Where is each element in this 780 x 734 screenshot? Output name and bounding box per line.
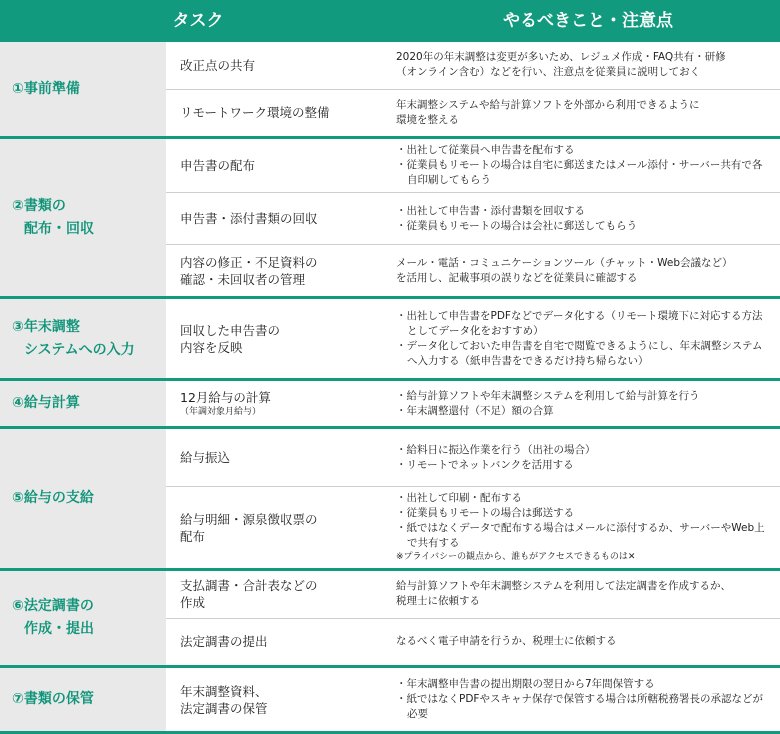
todo-line: （オンライン含む）などを行い、注意点を従業員に説明しておく — [396, 66, 701, 79]
table-row — [166, 42, 780, 90]
todo-line: 2020年の年末調整は変更が多いため、レジュメ作成・FAQ共有・研修 — [396, 51, 726, 64]
section-rows — [166, 571, 780, 665]
section-rows — [166, 139, 780, 296]
category-label — [0, 139, 166, 296]
task-line: 法定調書の保管 — [180, 700, 268, 716]
section-rows — [166, 429, 780, 568]
section — [0, 381, 780, 429]
section — [0, 139, 780, 299]
todo-cell — [396, 139, 780, 192]
task-line: 12月給与の計算 — [180, 390, 271, 405]
task-line: 給与明細・源泉徴収票の — [180, 511, 318, 527]
todo-line: メール・電話・コミュニケーションツール（チャット・Web会議など） — [396, 256, 733, 269]
section-rows — [166, 299, 780, 378]
todo-bullet: ・従業員もリモートの場合は郵送する — [396, 507, 575, 519]
todo-line: 環境を整える — [396, 113, 459, 126]
todo-bullet: ・従業員もリモートの場合は自宅に郵送またはメール添付・サーバー共有で各自印刷してもらう — [396, 159, 763, 186]
task-cell — [166, 571, 396, 618]
table-row — [166, 299, 780, 378]
task-cell — [166, 487, 396, 568]
category-line: ⑦書類の保管 — [12, 691, 94, 707]
table-row — [166, 245, 780, 296]
todo-cell — [396, 90, 780, 137]
task-cell — [166, 429, 396, 486]
task-cell — [166, 619, 396, 666]
todo-cell — [396, 381, 780, 426]
todo-line: 税理士に依頼する — [396, 595, 480, 608]
table-row — [166, 571, 780, 619]
category-line: ④給与計算 — [12, 395, 80, 411]
category-label — [0, 42, 166, 136]
todo-bullet: ・出社して申告書・添付書類を回収する — [396, 204, 585, 217]
category-line: ③年末調整 — [12, 318, 80, 335]
task-cell — [166, 139, 396, 192]
category-line: システムへの入力 — [24, 341, 135, 358]
task-line: 内容を反映 — [180, 339, 243, 355]
todo-bullet: ・リモートでネットバンクを活用する — [396, 458, 574, 471]
category-line: ①事前準備 — [12, 80, 80, 97]
task-line: 支払調書・合計表などの — [180, 578, 318, 594]
category-label — [0, 668, 166, 731]
task-line: 申告書・添付書類の回収 — [180, 211, 318, 226]
header-task: タスク — [172, 11, 224, 31]
todo-bullet: ・出社して印刷・配布する — [396, 492, 522, 504]
header-todo: やるべきこと・注意点 — [503, 11, 673, 31]
category-label — [0, 299, 166, 378]
task-line: 配布 — [180, 528, 206, 544]
category-label — [0, 429, 166, 568]
task-cell — [166, 668, 396, 731]
task-line: 回収した申告書の — [180, 322, 281, 338]
todo-bullet: ・紙ではなくPDFやスキャナ保存で保管する場合は所轄税務署長の承認などが必要 — [396, 693, 763, 720]
task-line: 作成 — [180, 595, 206, 611]
todo-bullet: ・年末調整還付（不足）額の合算 — [396, 404, 554, 417]
todo-cell — [396, 245, 780, 296]
todo-cell — [396, 299, 780, 378]
category-line: 配布・回収 — [24, 220, 94, 237]
section — [0, 42, 780, 139]
todo-cell — [396, 571, 780, 618]
section-rows — [166, 42, 780, 136]
task-cell — [166, 42, 396, 89]
category-line: ⑤給与の支給 — [12, 490, 94, 506]
task-line: 確認・未回収者の管理 — [180, 271, 306, 287]
task-cell — [166, 90, 396, 137]
table-body — [0, 42, 780, 734]
section-rows — [166, 668, 780, 731]
section — [0, 668, 780, 734]
task-cell — [166, 193, 396, 244]
task-line: 申告書の配布 — [180, 158, 256, 173]
task-cell — [166, 299, 396, 378]
task-line: リモートワーク環境の整備 — [180, 105, 330, 121]
task-line: 年末調整資料、 — [180, 683, 268, 699]
category-line: ⑥法定調書の — [12, 598, 94, 614]
section — [0, 571, 780, 668]
todo-line: 給与計算ソフトや年末調整システムを利用して法定調書を作成するか、 — [396, 580, 731, 593]
table-header — [0, 0, 780, 42]
todo-bullet: ・給与計算ソフトや年末調整システムを利用して給与計算を行う — [396, 389, 700, 402]
todo-note: ※プライバシーの観点から、誰もがアクセスできるものは✕ — [396, 552, 636, 562]
todo-bullet: ・給料日に振込作業を行う（出社の場合） — [396, 443, 596, 456]
todo-cell — [396, 429, 780, 486]
task-line: 内容の修正・不足資料の — [180, 254, 318, 270]
section — [0, 299, 780, 381]
todo-cell — [396, 487, 780, 568]
todo-bullet: ・紙ではなくデータで配布する場合はメールに添付するか、サーバーやWeb上で共有する — [396, 522, 765, 549]
section-rows — [166, 381, 780, 426]
category-label — [0, 381, 166, 426]
todo-cell — [396, 193, 780, 244]
table-row — [166, 381, 780, 426]
todo-line: を活用し、記載事項の誤りなどを従業員に確認する — [396, 271, 638, 284]
todo-bullet: ・年末調整申告書の提出期限の翌日から7年間保管する — [396, 678, 655, 690]
category-line: 作成・提出 — [24, 621, 94, 637]
task-cell — [166, 245, 396, 296]
table-row — [166, 668, 780, 731]
todo-cell — [396, 619, 780, 666]
table-row — [166, 619, 780, 666]
todo-line: なるべく電子申請を行うか、税理士に依頼する — [396, 635, 617, 648]
category-label — [0, 571, 166, 665]
todo-line: 年末調整システムや給与計算ソフトを外部から利用できるように — [396, 98, 700, 111]
todo-bullet: ・出社して従業員へ申告書を配布する — [396, 144, 575, 156]
todo-cell — [396, 668, 780, 731]
table-row — [166, 487, 780, 568]
todo-bullet: ・データ化しておいた申告書を自宅で閲覧できるようにし、年末調整システムへ入力する（紙申告書をできるだけ持ち帰らない） — [396, 339, 763, 367]
task-subnote: （年調対象月給与） — [180, 407, 262, 417]
task-line: 改正点の共有 — [180, 57, 256, 73]
todo-bullet: ・出社して申告書をPDFなどでデータ化する（リモート環境下に対応する方法としてデータ化をおすすめ） — [396, 309, 763, 337]
table-row — [166, 193, 780, 245]
table-row — [166, 429, 780, 487]
todo-cell — [396, 42, 780, 89]
category-line: ②書類の — [12, 197, 66, 214]
table-row — [166, 90, 780, 137]
table-row — [166, 139, 780, 193]
task-line: 法定調書の提出 — [180, 634, 268, 650]
task-line: 給与振込 — [180, 450, 231, 465]
task-cell — [166, 381, 396, 426]
todo-bullet: ・従業員もリモートの場合は会社に郵送してもらう — [396, 219, 638, 232]
section — [0, 429, 780, 571]
